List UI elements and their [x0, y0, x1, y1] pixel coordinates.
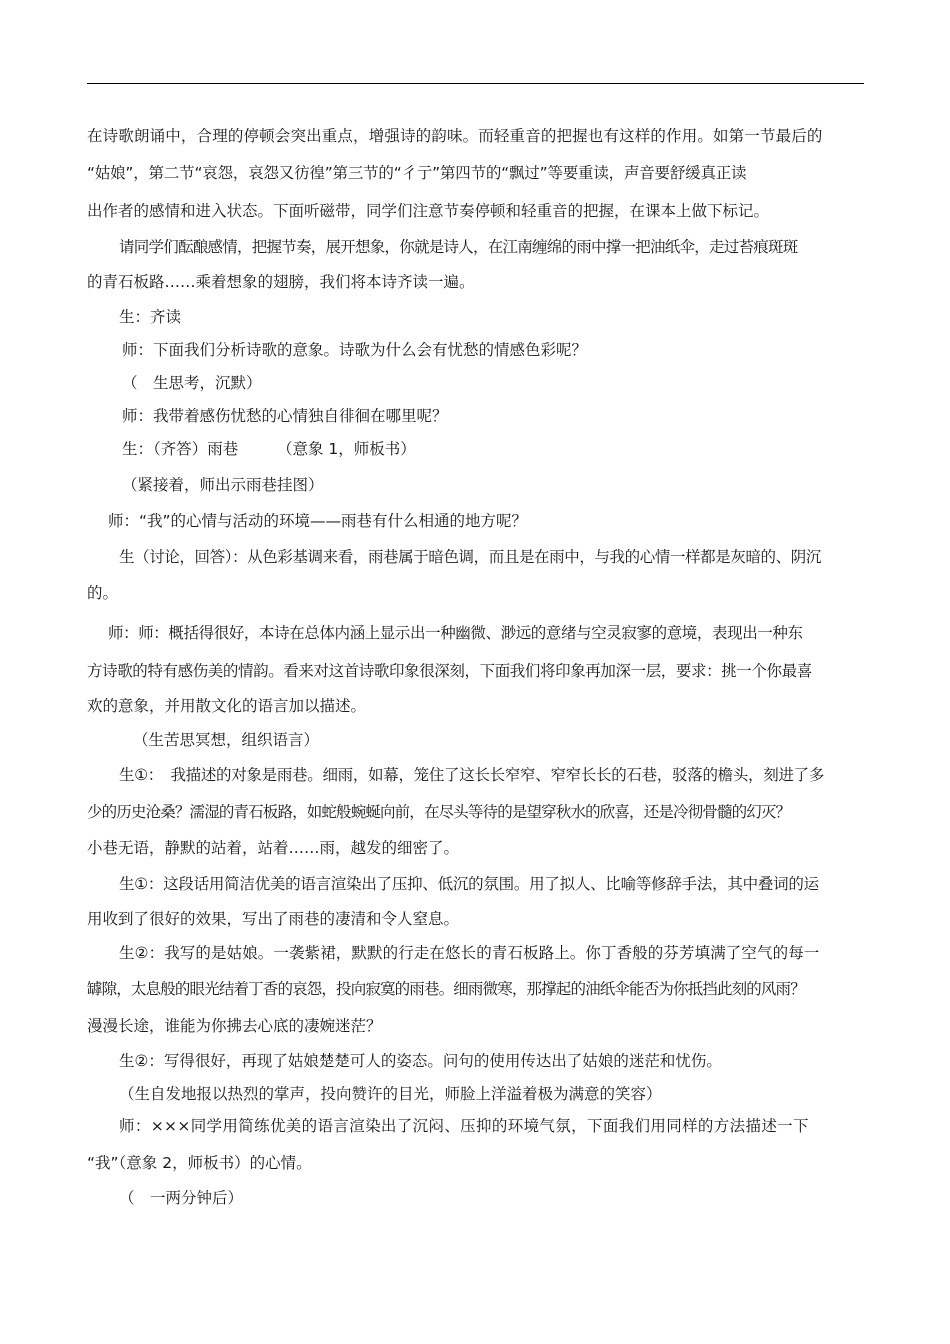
text-line: 罅隙，太息般的眼光结着丁香的哀怨，投向寂寞的雨巷。细雨微寒，那撑起的油纸伞能否为你抵挡此刻的风雨？ — [87, 980, 805, 998]
text-line: （生自发地报以热烈的掌声，投向赞许的目光，师脸上洋溢着极为满意的笑容） — [119, 1085, 662, 1103]
text-line: “我”（意象 2，师板书）的心情。 — [87, 1154, 312, 1172]
text-line: （紧接着，师出示雨巷挂图） — [122, 476, 324, 494]
text-line: 用收到了很好的效果，写出了雨巷的凄清和令人窒息。 — [87, 910, 460, 928]
text-line: 师：“我”的心情与活动的环境——雨巷有什么相通的地方呢？ — [108, 512, 528, 530]
text-line: 师：师：概括得很好，本诗在总体内涵上显示出一种幽微、渺远的意绪与空灵寂寥的意境，表现出一种东 — [108, 624, 803, 642]
text-line: 生②：写得很好，再现了姑娘楚楚可人的姿态。问句的使用传达出了姑娘的迷茫和忧伤。 — [119, 1052, 722, 1070]
text-line: 方诗歌的特有感伤美的情韵。看来对这首诗歌印象很深刻，下面我们将印象再加深一层，要求：挑一个你最喜 — [87, 662, 812, 680]
text-line: 欢的意象，并用散文化的语言加以描述。 — [87, 697, 367, 715]
text-line: 生：齐读 — [119, 308, 182, 326]
text-line: 少的历史沧桑？濡湿的青石板路，如蛇般蜿蜒向前，在尽头等待的是望穿秋水的欣喜，还是冷彻骨髓的幻灭？ — [87, 803, 791, 821]
text-line: （ 生思考，沉默） — [122, 374, 262, 392]
text-line: 出作者的感情和进入状态。下面听磁带，同学们注意节奏停顿和轻重音的把握，在课本上做下标记。 — [87, 202, 770, 220]
text-line: 的。 — [87, 584, 119, 602]
text-line: “姑娘”，第二节“哀怨，哀怨又彷徨”第三节的“彳亍”第四节的“飘过”等要重读，声音要舒缓真正读 — [87, 164, 747, 182]
text-line: 请同学们酝酿感情，把握节奏，展开想象，你就是诗人，在江南缠绵的雨中撑一把油纸伞，走过苔痕斑斑 — [119, 238, 798, 256]
text-line: （ 一两分钟后） — [119, 1189, 244, 1207]
text-line: 生（讨论，回答）：从色彩基调来看，雨巷属于暗色调，而且是在雨中，与我的心情一样都是灰暗的、阴沉 — [119, 548, 821, 566]
text-line: 生：（齐答）雨巷 （意象 1，师板书） — [122, 440, 416, 458]
text-line: 师：我带着感伤忧愁的心情独自徘徊在哪里呢？ — [122, 407, 448, 425]
text-line: 师：×××同学用简练优美的语言渲染出了沉闷、压抑的环境气氛，下面我们用同样的方法描述一下 — [119, 1117, 809, 1135]
text-line: 生①： 我描述的对象是雨巷。细雨，如幕，笼住了这长长窄窄、窄窄长长的石巷，驳落的檐头，刻进了多 — [119, 766, 825, 784]
text-line: 小巷无语，静默的站着，站着……雨，越发的细密了。 — [87, 839, 460, 857]
text-line: 生①：这段话用简洁优美的语言渲染出了压抑、低沉的氛围。用了拟人、比喻等修辞手法，其中叠词的运 — [119, 875, 819, 893]
header-rule — [87, 83, 864, 84]
text-line: 生②：我写的是姑娘。一袭紫裙，默默的行走在悠长的青石板路上。你丁香般的芬芳填满了空气的每一 — [119, 944, 820, 962]
text-line: 师：下面我们分析诗歌的意象。诗歌为什么会有忧愁的情感色彩呢？ — [122, 341, 588, 359]
text-line: 在诗歌朗诵中，合理的停顿会突出重点，增强诗的韵味。而轻重音的把握也有这样的作用。如第一节最后的 — [87, 127, 823, 145]
text-line: 漫漫长途，谁能为你拂去心底的凄婉迷茫？ — [87, 1017, 382, 1035]
text-line: （生苦思冥想，组织语言） — [133, 731, 320, 749]
text-line: 的青石板路……乘着想象的翅膀，我们将本诗齐读一遍。 — [87, 273, 475, 291]
